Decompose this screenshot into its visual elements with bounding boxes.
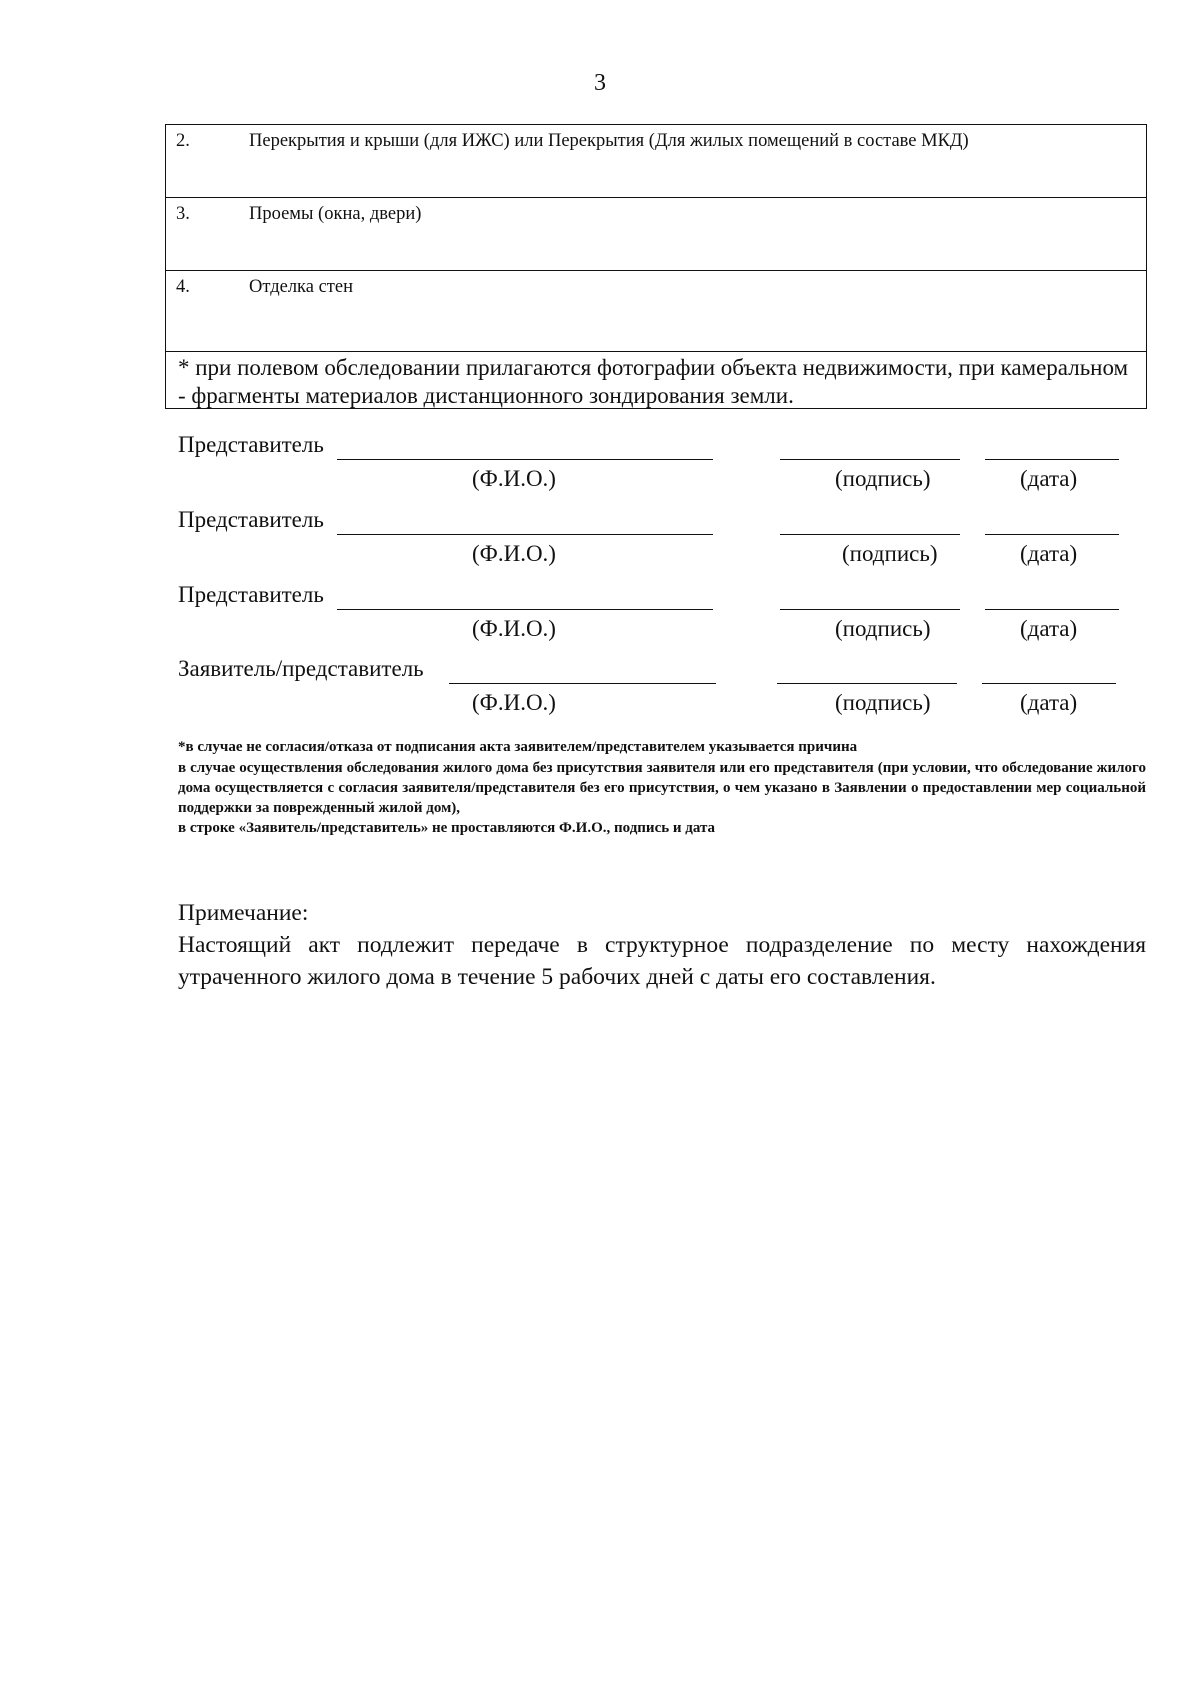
date-caption: (дата) xyxy=(1020,616,1078,641)
row-text: Перекрытия и крыши (для ИЖС) или Перекрытия (Для жилых помещений в составе МКД) xyxy=(249,131,969,151)
name-caption: (Ф.И.О.) xyxy=(472,616,556,641)
signature-row xyxy=(0,432,1200,508)
signature-caption: (подпись) xyxy=(842,541,938,566)
row-number: 3. xyxy=(176,204,190,224)
table-note-row xyxy=(166,352,1147,409)
name-line[interactable] xyxy=(337,459,713,460)
remarks-text: Настоящий акт подлежит передаче в структурное подразделение по месту нахождения утраченного жилого дома в течение 5 рабочих дней с даты его составления. xyxy=(178,932,1146,990)
footnote-line: в случае осуществления обследования жилого дома без присутствия заявителя или его представителя (при условии, что обследование жилого дома осуществляется с согласия заявителя/представителя без его присутствия, о чем указано в Заявлении о предоставлении мер социальной поддержки за поврежденный жилой дом), xyxy=(178,760,1146,816)
signature-line[interactable] xyxy=(780,459,960,460)
signature-role: Представитель xyxy=(178,582,324,607)
name-line[interactable] xyxy=(449,683,716,684)
date-line[interactable] xyxy=(985,534,1119,535)
date-line[interactable] xyxy=(985,459,1119,460)
signature-line[interactable] xyxy=(780,534,960,535)
signature-role: Представитель xyxy=(178,432,324,457)
footnote-line: в строке «Заявитель/представитель» не проставляются Ф.И.О., подпись и дата xyxy=(178,820,716,836)
signature-line[interactable] xyxy=(777,683,957,684)
table-row xyxy=(166,125,1147,198)
date-line[interactable] xyxy=(985,609,1119,610)
signature-row xyxy=(0,507,1200,583)
date-caption: (дата) xyxy=(1020,690,1078,715)
footnote-line: *в случае не согласия/отказа от подписания акта заявителем/представителем указывается причина xyxy=(178,739,858,755)
date-line[interactable] xyxy=(982,683,1116,684)
name-caption: (Ф.И.О.) xyxy=(472,541,556,566)
table-row xyxy=(166,198,1147,271)
signature-role: Представитель xyxy=(178,507,324,532)
page-number: 3 xyxy=(594,70,606,96)
signature-caption: (подпись) xyxy=(835,466,931,491)
signature-row xyxy=(0,656,1200,732)
signature-row xyxy=(0,582,1200,658)
survey-table xyxy=(165,124,1147,409)
signature-caption: (подпись) xyxy=(835,616,931,641)
signature-role: Заявитель/представитель xyxy=(178,656,424,681)
name-line[interactable] xyxy=(337,609,713,610)
footnote xyxy=(178,736,1146,838)
row-text: Отделка стен xyxy=(249,277,354,297)
name-line[interactable] xyxy=(337,534,713,535)
signature-caption: (подпись) xyxy=(835,690,931,715)
name-caption: (Ф.И.О.) xyxy=(472,466,556,491)
date-caption: (дата) xyxy=(1020,466,1078,491)
name-caption: (Ф.И.О.) xyxy=(472,690,556,715)
table-row xyxy=(166,271,1147,352)
row-text: Проемы (окна, двери) xyxy=(249,204,422,224)
row-number: 4. xyxy=(176,277,190,297)
remarks-heading: Примечание: xyxy=(178,900,309,926)
date-caption: (дата) xyxy=(1020,541,1078,566)
row-number: 2. xyxy=(176,131,190,151)
remarks xyxy=(178,897,1146,993)
table-note: * при полевом обследовании прилагаются фотографии объекта недвижимости, при камеральном - фрагменты материалов дистанционного зондирования земли. xyxy=(178,355,1129,408)
signature-line[interactable] xyxy=(780,609,960,610)
